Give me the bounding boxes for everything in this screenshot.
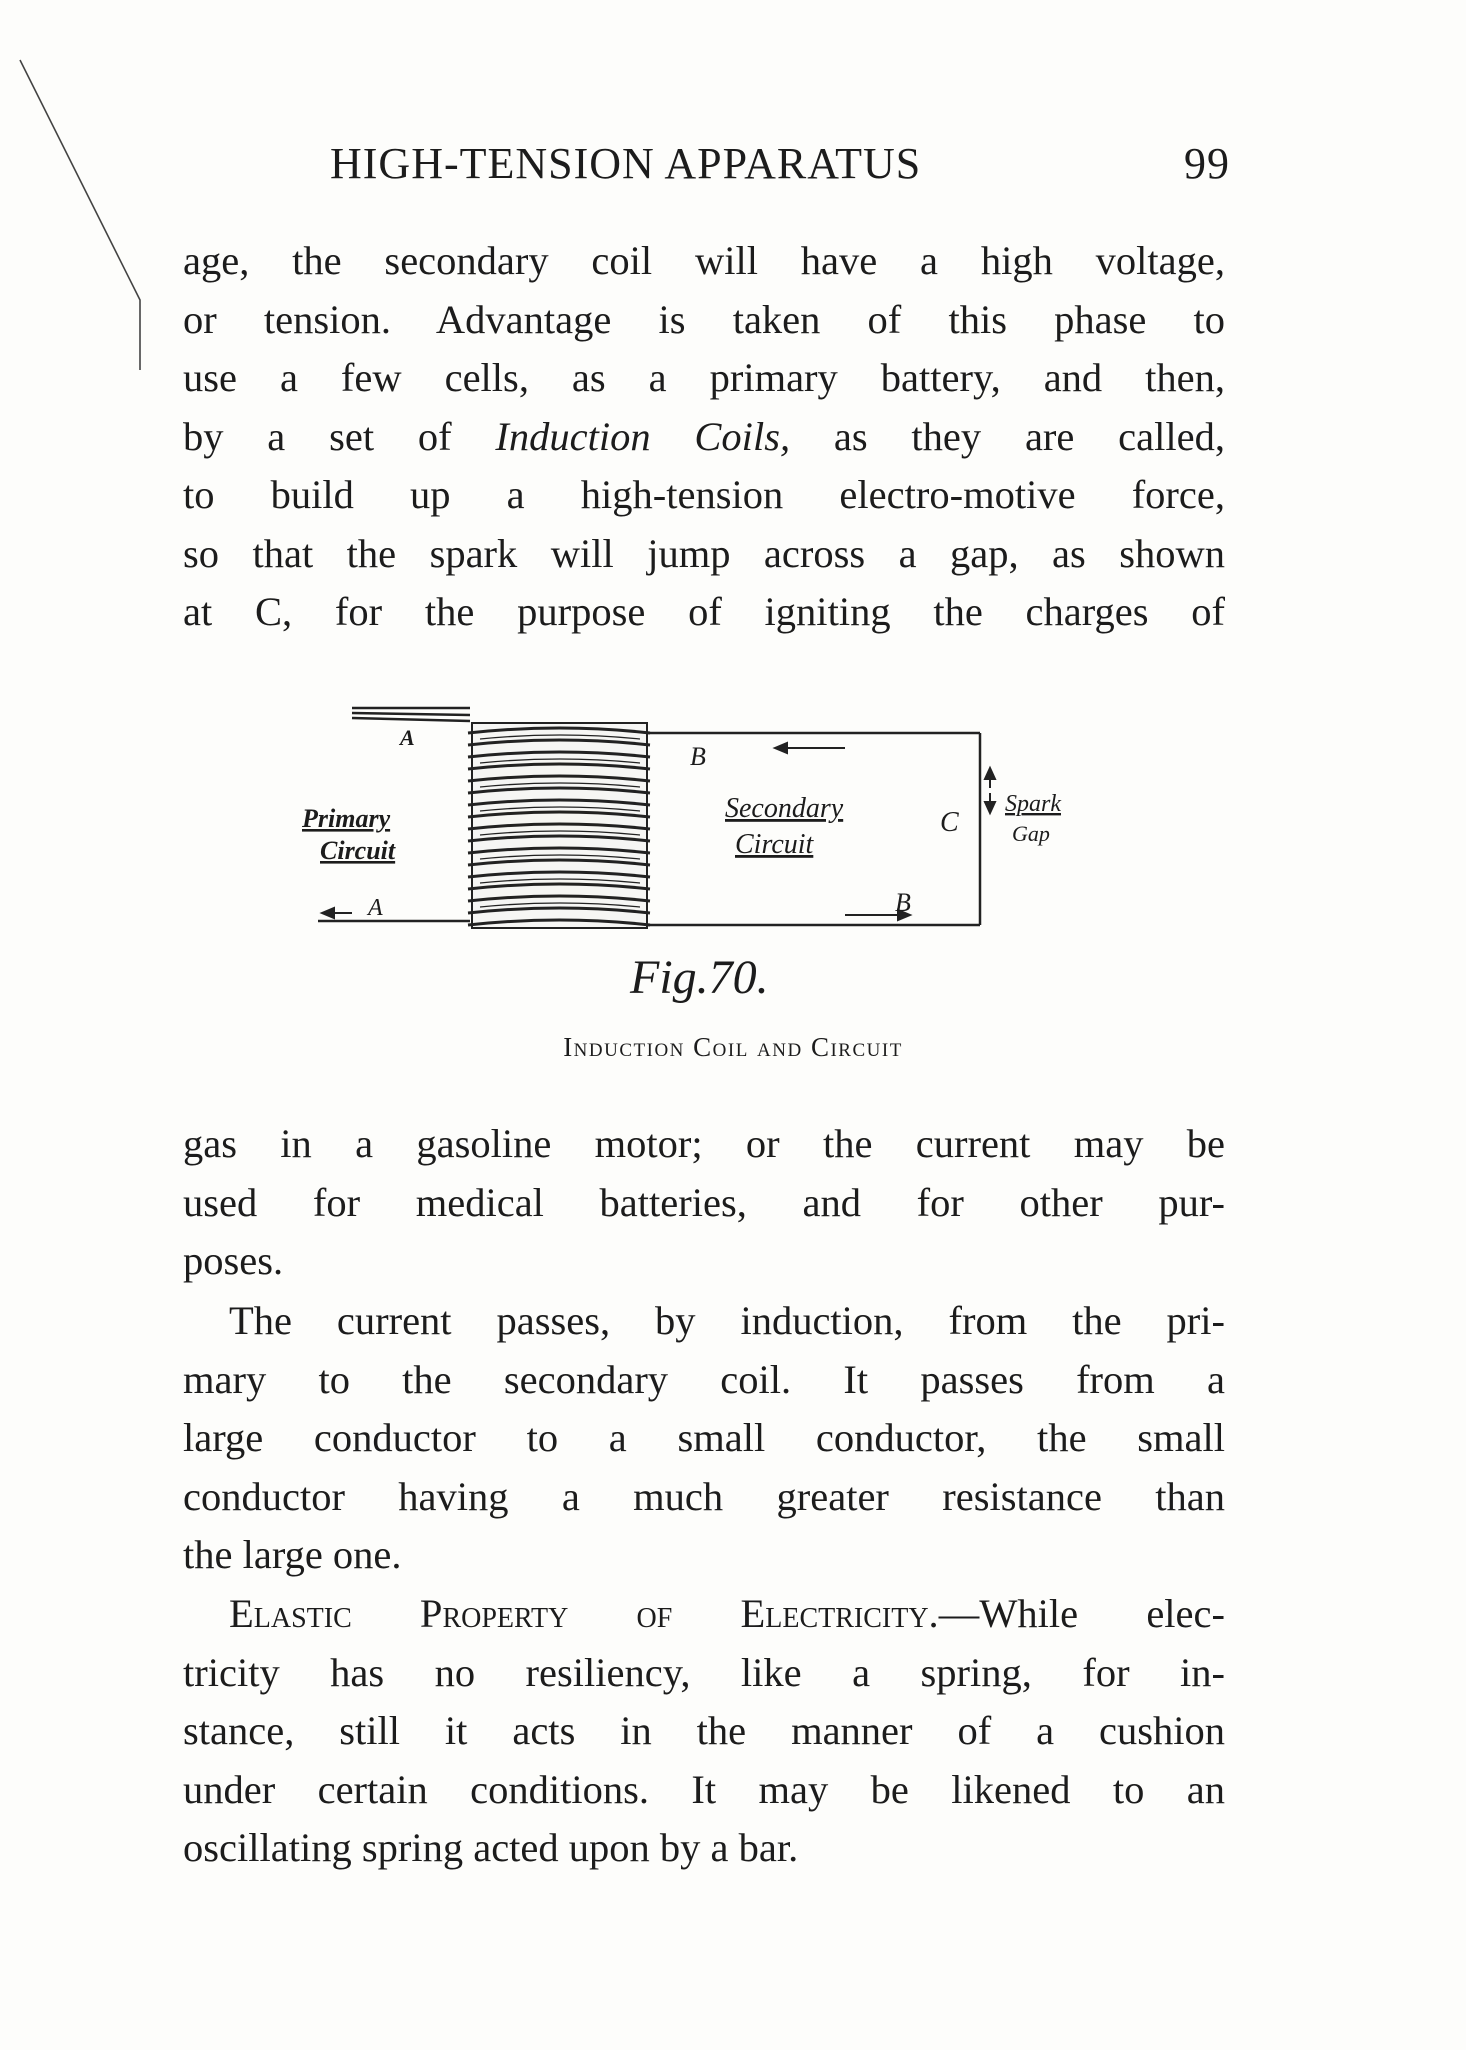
text-line: or tension. Advantage is taken of this phase to bbox=[183, 296, 1225, 342]
induction-coil-figure bbox=[300, 693, 1120, 1013]
paragraph-3 bbox=[183, 1292, 1225, 1585]
label-b-top: B bbox=[690, 742, 706, 771]
text-line: poses. bbox=[183, 1238, 284, 1283]
label-secondary-1: Secondary bbox=[725, 793, 844, 824]
text-line: to build up a high-tension electro-motive force, bbox=[183, 472, 1225, 517]
paragraph-4 bbox=[183, 1585, 1225, 1878]
text-fragment: as they are called, bbox=[790, 413, 1225, 459]
text-line bbox=[183, 1585, 1225, 1644]
italic-term: Induction Coils, bbox=[495, 413, 791, 459]
text-line: stance, still it acts in the manner of a cushion bbox=[183, 1708, 1225, 1753]
header-title: HIGH-TENSION APPARATUS bbox=[330, 139, 922, 188]
text-line: under certain conditions. It may be likened to an bbox=[183, 1766, 1225, 1812]
text-line: The current passes, by induction, from the pri- bbox=[229, 1298, 1225, 1343]
text-line: large conductor to a small conductor, the small bbox=[183, 1415, 1225, 1460]
text-line: at C, for the purpose of igniting the charges of bbox=[183, 589, 1225, 634]
label-c: C bbox=[940, 807, 959, 838]
label-spark-2: Gap bbox=[1012, 821, 1050, 846]
text-line: conductor having a much greater resistance than bbox=[183, 1473, 1225, 1519]
label-b-bottom: B bbox=[895, 888, 911, 917]
figure-caption: Induction Coil and Circuit bbox=[563, 1032, 903, 1062]
text-line: so that the spark will jump across a gap, as shown bbox=[183, 530, 1225, 576]
text-line: oscillating spring acted upon by a bar. bbox=[183, 1825, 799, 1870]
page-edge-mark bbox=[0, 0, 200, 460]
section-heading: Elastic Property of Electricity. bbox=[229, 1591, 939, 1636]
coil bbox=[468, 723, 650, 928]
text-line: use a few cells, as a primary battery, and then, bbox=[183, 355, 1225, 400]
text-line: used for medical batteries, and for other pur- bbox=[183, 1179, 1225, 1225]
label-primary-2: Circuit bbox=[320, 836, 396, 865]
label-a-bottom: A bbox=[368, 895, 383, 921]
text-line: age, the secondary coil will have a high voltage, bbox=[183, 238, 1225, 283]
paragraph-2 bbox=[183, 1115, 1225, 1291]
text-line bbox=[183, 408, 1225, 467]
paragraph-1 bbox=[183, 232, 1225, 642]
label-spark-1: Spark bbox=[1005, 791, 1061, 817]
label-primary-1: Primary bbox=[302, 804, 391, 833]
text-line: mary to the secondary coil. It passes from a bbox=[183, 1356, 1225, 1402]
text-fragment: —While elec- bbox=[938, 1591, 1225, 1636]
label-a-top: A bbox=[400, 725, 415, 750]
running-header bbox=[330, 138, 1230, 189]
text-line: gas in a gasoline motor; or the current may be bbox=[183, 1121, 1225, 1166]
label-secondary-2: Circuit bbox=[735, 829, 814, 860]
figure-number: Fig.70. bbox=[630, 951, 769, 1004]
text-line: the large one. bbox=[183, 1532, 402, 1577]
text-fragment: by a set of bbox=[183, 413, 496, 459]
page-number: 99 bbox=[1184, 139, 1230, 188]
text-line: tricity has no resiliency, like a spring, for in- bbox=[183, 1649, 1225, 1695]
